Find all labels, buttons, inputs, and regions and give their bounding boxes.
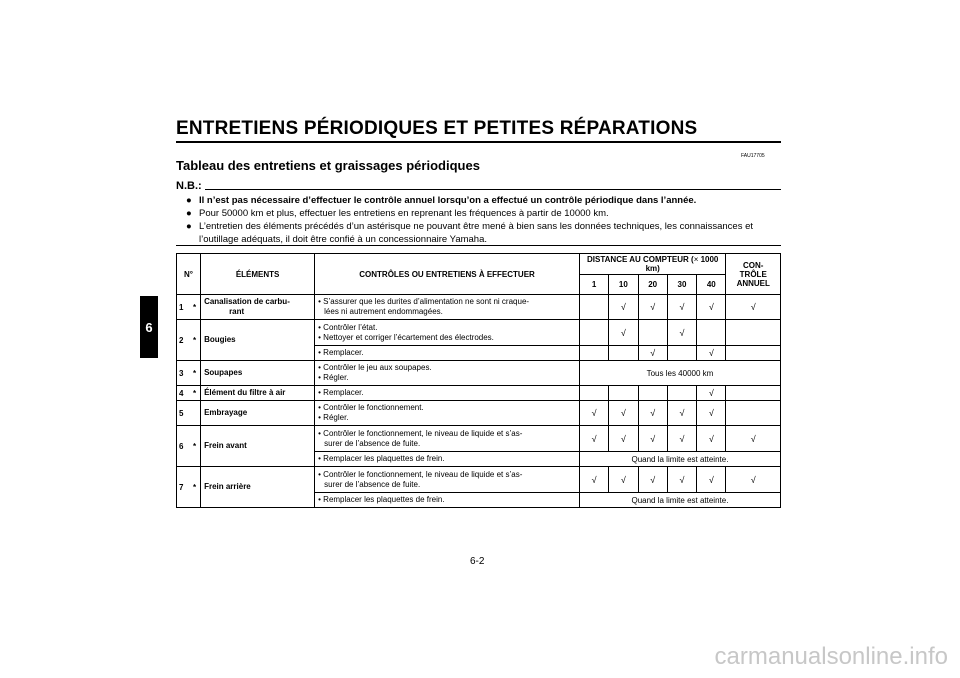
table-row: 4 * Élément du filtre à air • Remplacer. √	[177, 386, 781, 401]
watermark: carmanualsonline.info	[714, 643, 948, 670]
check-icon: √	[579, 426, 608, 452]
table-row: 2 * Bougies • Contrôler l’état. • Nettoyer et corriger l’écartement des électrodes. √ √	[177, 320, 781, 346]
check-icon: √	[697, 346, 726, 361]
title-rule	[176, 141, 781, 143]
check-icon: √	[609, 426, 638, 452]
check-icon: √	[726, 295, 781, 320]
note-text: Pour 50000 km et plus, effectuer les entretiens en reprenant les fréquences à partir de 10000 km.	[199, 208, 609, 219]
interval-text: Quand la limite est atteinte.	[579, 493, 780, 508]
check-icon: √	[667, 467, 696, 493]
check-icon: √	[609, 320, 638, 346]
section-title: Tableau des entretiens et graissages périodiques	[176, 158, 480, 173]
check-icon: √	[697, 295, 726, 320]
check-icon: √	[667, 426, 696, 452]
check-icon: √	[697, 426, 726, 452]
note-end-rule	[176, 245, 781, 246]
table-row: 5 Embrayage • Contrôler le fonctionnement. • Régler. √ √ √ √ √	[177, 401, 781, 426]
header-num: N°	[177, 254, 201, 295]
header-distance: DISTANCE AU COMPTEUR (× 1000 km)	[579, 254, 726, 275]
bullet-icon: ●	[186, 208, 192, 219]
check-icon: √	[697, 467, 726, 493]
check-icon: √	[638, 401, 667, 426]
check-icon: √	[697, 386, 726, 401]
check-icon: √	[697, 401, 726, 426]
header-row	[177, 254, 781, 275]
check-icon: √	[726, 467, 781, 493]
check-icon: √	[726, 426, 781, 452]
check-icon: √	[638, 346, 667, 361]
note-rule	[205, 189, 781, 190]
km-40: 40	[697, 275, 726, 295]
bullet-icon: ●	[186, 221, 192, 232]
check-icon: √	[579, 401, 608, 426]
bullet-icon: ●	[186, 195, 192, 206]
check-icon: √	[667, 295, 696, 320]
table-row: 7 * Frein arrière • Contrôler le fonctionnement, le niveau de liquide et s’as- surer de l’absence de fuite. √ √ √ √ √ √	[177, 467, 781, 493]
maintenance-table	[176, 253, 781, 508]
note-item	[186, 220, 781, 246]
check-icon: √	[609, 295, 638, 320]
check-icon: √	[638, 426, 667, 452]
check-icon: √	[579, 467, 608, 493]
table-row: • Remplacer les plaquettes de frein. Quand la limite est atteinte.	[177, 452, 781, 467]
chapter-tab: 6	[140, 296, 158, 358]
table-row: • Remplacer. √ √	[177, 346, 781, 361]
page-number: 6-2	[470, 556, 485, 567]
check-icon: √	[609, 467, 638, 493]
note-text: L’entretien des éléments précédés d’un astérisque ne pouvant être mené à bien sans les données techniques, les connaissances et l’outillage adéquats, il doit être confié à un concessionnaire Yamaha.	[199, 221, 754, 245]
header-annual: CON- TRÔLE ANNUEL	[726, 254, 781, 295]
check-icon: √	[609, 401, 638, 426]
note-label: N.B.:	[176, 180, 202, 192]
note-item	[186, 207, 781, 220]
note-text: Il n’est pas nécessaire d’effectuer le contrôle annuel lorsqu’on a effectué un contrôle périodique dans l’année.	[199, 195, 697, 206]
table-row: 1 * Canalisation de carbu- rant • S’assurer que les durites d’alimentation ne sont ni craque- lées ni autrement endommagées. √ √ √ √ √	[177, 295, 781, 320]
table-row: • Remplacer les plaquettes de frein. Quand la limite est atteinte.	[177, 493, 781, 508]
interval-text: Quand la limite est atteinte.	[579, 452, 780, 467]
header-elements: ÉLÉMENTS	[201, 254, 315, 295]
note-item	[186, 194, 781, 207]
km-1: 1	[579, 275, 608, 295]
check-icon: √	[638, 467, 667, 493]
check-icon: √	[667, 320, 696, 346]
check-icon: √	[667, 401, 696, 426]
km-30: 30	[667, 275, 696, 295]
table-row: 6 * Frein avant • Contrôler le fonctionnement, le niveau de liquide et s’as- surer de l’absence de fuite. √ √ √ √ √ √	[177, 426, 781, 452]
interval-text: Tous les 40000 km	[579, 361, 780, 386]
km-10: 10	[609, 275, 638, 295]
header-controls: CONTRÔLES OU ENTRETIENS À EFFECTUER	[315, 254, 580, 295]
km-20: 20	[638, 275, 667, 295]
section-code: FAU17705	[741, 153, 765, 159]
chapter-title: ENTRETIENS PÉRIODIQUES ET PETITES RÉPARATIONS	[176, 118, 698, 139]
table-row: 3 * Soupapes • Contrôler le jeu aux soupapes. • Régler. Tous les 40000 km	[177, 361, 781, 386]
check-icon: √	[638, 295, 667, 320]
